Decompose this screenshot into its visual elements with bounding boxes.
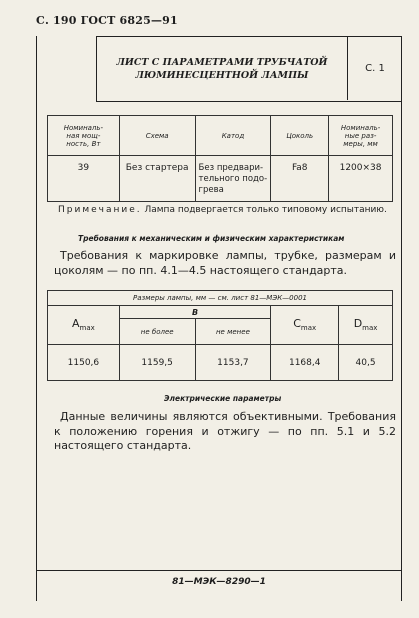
lamp-parameters-table: [47, 115, 393, 202]
header-b-min: не менее: [195, 319, 271, 345]
sheet-title-line2: ЛЮМИНЕСЦЕНТНОЙ ЛАМПЫ: [135, 69, 309, 81]
header-cathode: Катод: [195, 116, 271, 156]
header-c-letter: C: [293, 317, 301, 331]
cell-cathode: Без предвари- тельного подо- грева: [195, 156, 271, 202]
cell-scheme: Без стартера: [119, 156, 195, 202]
header-dimensions: Номиналь- ные раз- меры, мм: [329, 116, 393, 156]
value-b-min: 1153,7: [195, 345, 271, 381]
header-scheme: Схема: [119, 116, 195, 156]
section-mechanical-text: Требования к маркировке лампы, трубке, размерам и цоколям — по пп. 4.1—4.5 настоящего стандарта.: [54, 249, 396, 277]
table-header-row: [48, 116, 393, 156]
sheet-title: [97, 37, 347, 100]
value-a: 1150,6: [48, 345, 120, 381]
header-a-max: [48, 306, 120, 345]
cell-power: 39: [48, 156, 120, 202]
value-c: 1168,4: [271, 345, 339, 381]
header-cap: Цоколь: [271, 116, 329, 156]
value-b-max: 1159,5: [119, 345, 195, 381]
section-mechanical-title: Требования к механическим и физическим характеристикам: [78, 234, 345, 243]
header-d-letter: D: [353, 317, 363, 331]
cell-cap: Fa8: [271, 156, 329, 202]
note: [58, 205, 387, 215]
dimensions-caption: Размеры лампы, мм — см. лист 81—МЭК—0001: [48, 291, 393, 306]
header-d-max: [339, 306, 393, 345]
page-header: С. 190 ГОСТ 6825—91: [36, 14, 178, 27]
section-electrical-text: Данные величины являются объективными. Требования к положению горения и отжигу — по пп. 5.1 и 5.2 настоящего стандарта.: [54, 410, 396, 452]
header-d-sub: max: [362, 324, 378, 333]
header-a-letter: A: [71, 317, 80, 331]
header-c-sub: max: [300, 324, 317, 333]
cell-dimensions: 1200×38: [329, 156, 393, 202]
table-row: [48, 156, 393, 202]
table-row: [48, 345, 393, 381]
header-b-max: не более: [119, 319, 195, 345]
note-text: Лампа подвергается только типовому испытанию.: [141, 205, 387, 215]
table-caption-row: [48, 291, 393, 306]
header-power: Номиналь- ная мощ- ность, Вт: [48, 116, 120, 156]
header-a-sub: max: [79, 324, 95, 333]
sheet-number: С. 1: [347, 37, 402, 100]
lamp-dimensions-table: [47, 290, 393, 381]
table-header-row: [48, 306, 393, 319]
title-box: [96, 36, 402, 102]
header-b: B: [119, 306, 271, 319]
sheet-title-line1: ЛИСТ С ПАРАМЕТРАМИ ТРУБЧАТОЙ: [116, 56, 328, 68]
footer-code: 81—МЭК—8290—1: [36, 570, 402, 587]
note-label: Примечание.: [58, 205, 142, 215]
value-d: 40,5: [339, 345, 393, 381]
section-electrical-title: Электрические параметры: [164, 394, 282, 403]
header-c-max: [271, 306, 339, 345]
